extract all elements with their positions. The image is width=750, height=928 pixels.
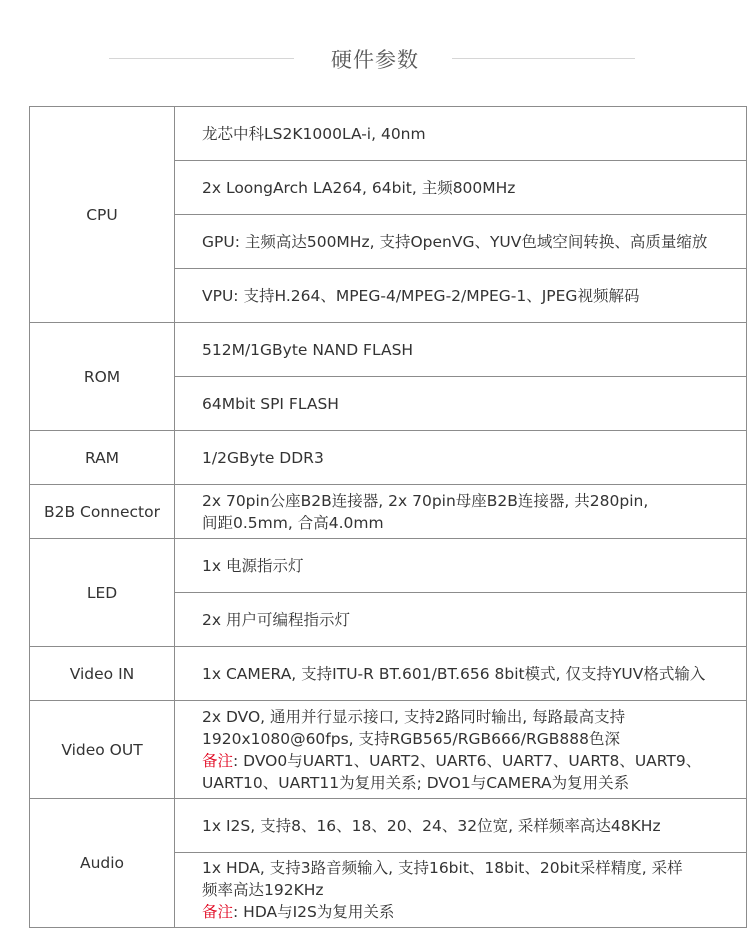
row-label-video-in: Video IN [30,647,175,701]
spec-value: 1x I2S, 支持8、16、18、20、24、32位宽, 采样频率高达48KHz [175,799,747,853]
table-row [30,107,747,161]
note-line: UART10、UART11为复用关系; DVO1与CAMERA为复用关系 [202,773,630,792]
spec-line: 2x 70pin公座B2B连接器, 2x 70pin母座B2B连接器, 共280pin, [202,491,649,510]
spec-value [175,701,747,799]
spec-line: 频率高达192KHz [202,881,324,899]
note-label: 备注 [202,751,234,770]
spec-line: 1920x1080@60fps, 支持RGB565/RGB666/RGB888色深 [202,729,620,748]
hardware-spec-table [29,106,747,928]
spec-value: 64Mbit SPI FLASH [175,377,747,431]
row-label-b2b-connector: B2B Connector [30,485,175,539]
spec-line: 1x HDA, 支持3路音频输入, 支持16bit、18bit、20bit采样精度, 采样 [202,859,683,877]
spec-value: GPU: 主频高达500MHz, 支持OpenVG、YUV色域空间转换、高质量缩放 [175,215,747,269]
table-row [30,647,747,701]
table-row [30,799,747,853]
spec-value: 2x LoongArch LA264, 64bit, 主频800MHz [175,161,747,215]
row-label-video-out: Video OUT [30,701,175,799]
note-line [202,901,746,923]
row-label-ram: RAM [30,431,175,485]
note-text: : HDA与I2S为复用关系 [233,903,395,921]
section-header [0,38,750,78]
table-row [30,485,747,539]
spec-line: 间距0.5mm, 合高4.0mm [202,513,384,532]
row-label-cpu: CPU [30,107,175,323]
spec-value: 2x 用户可编程指示灯 [175,593,747,647]
spec-value [175,485,747,539]
row-label-audio: Audio [30,799,175,928]
spec-value: 1x 电源指示灯 [175,539,747,593]
table-row [30,701,747,799]
spec-value: 1x CAMERA, 支持ITU-R BT.601/BT.656 8bit模式, 仅支持YUV格式输入 [175,647,747,701]
note-text: : DVO0与UART1、UART2、UART6、UART7、UART8、UART9、 [233,751,702,770]
spec-value [175,853,747,928]
row-label-rom: ROM [30,323,175,431]
table-row [30,323,747,377]
note-line [202,750,746,772]
section-title: 硬件参数 [331,48,419,72]
spec-value: VPU: 支持H.264、MPEG-4/MPEG-2/MPEG-1、JPEG视频解码 [175,269,747,323]
row-label-led: LED [30,539,175,647]
spec-value: 龙芯中科LS2K1000LA-i, 40nm [175,107,747,161]
spec-value: 512M/1GByte NAND FLASH [175,323,747,377]
header-divider-left [109,58,294,59]
table-row [30,539,747,593]
table-row [30,431,747,485]
spec-line: 2x DVO, 通用并行显示接口, 支持2路同时输出, 每路最高支持 [202,707,626,726]
note-label: 备注 [202,903,234,921]
spec-value: 1/2GByte DDR3 [175,431,747,485]
header-divider-right [452,58,635,59]
